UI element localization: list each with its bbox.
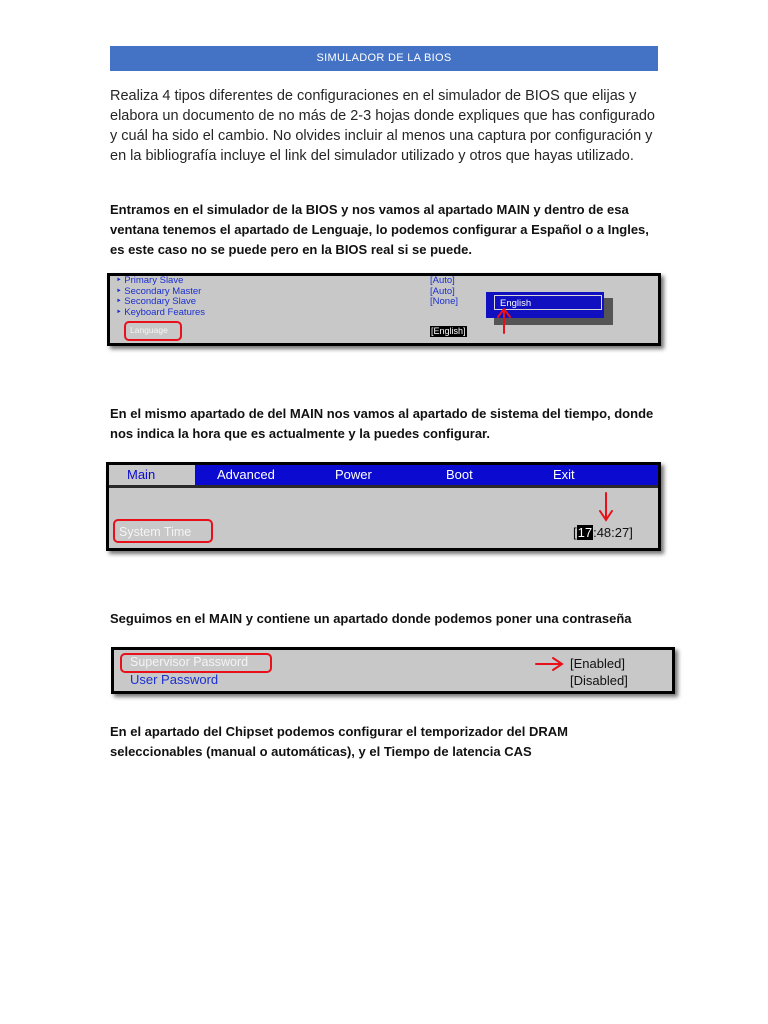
bios-item: ‣ Primary Slave (116, 275, 184, 286)
document-title: SIMULADOR DE LA BIOS (110, 46, 658, 71)
menu-tab-main[interactable]: Main (109, 465, 195, 485)
bios-value: [None] (430, 296, 458, 307)
menu-tab-advanced[interactable]: Advanced (217, 467, 275, 482)
arrow-up-icon (496, 306, 512, 334)
intro-paragraph: Realiza 4 tipos diferentes de configuraciones en el simulador de BIOS que elijas y elabora un documento de no más de 2-3 hojas donde expliques que has configurado y cuál ha sido el cambio. No olvides incluir al menos una captura por configuración y en la bibliografía incluye el link del simulador utilizado y otros que hayas utilizado. (110, 88, 655, 164)
triangle-right-icon: ‣ (116, 296, 125, 307)
supervisor-password-value[interactable]: [Enabled] (570, 656, 625, 671)
language-label: Language (130, 325, 168, 335)
paragraph-chipset: En el apartado del Chipset podemos configurar el temporizador del DRAM seleccionables (manual o automáticas), y el Tiempo de latencia CAS (110, 724, 568, 759)
menu-divider (109, 485, 658, 488)
time-hour-selected[interactable]: 17 (577, 525, 593, 540)
menu-tab-power[interactable]: Power (335, 467, 372, 482)
paragraph-system-time: En el mismo apartado de del MAIN nos vamos al apartado de sistema del tiempo, donde nos indica la hora que es actualmente y la puedes configurar. (110, 406, 654, 441)
bios-item-list (116, 276, 205, 318)
menu-tab-exit[interactable]: Exit (553, 467, 575, 482)
triangle-right-icon: ‣ (116, 306, 125, 318)
system-time-value[interactable]: [17:48:27] (573, 525, 633, 540)
user-password-value[interactable]: [Disabled] (570, 673, 628, 688)
bios-value: [Auto] (430, 285, 455, 297)
bios-item: ‣ Secondary Master (116, 285, 202, 297)
popup-option-english[interactable]: English (494, 295, 602, 310)
bios-item: ‣ Keyboard Features (116, 306, 206, 318)
system-time-label: System Time (119, 525, 192, 539)
bios-value: [Auto] (430, 275, 455, 286)
arrow-down-icon (598, 491, 614, 523)
user-password-label: User Password (130, 672, 219, 687)
bios-screenshot-password (111, 647, 675, 694)
menu-tab-boot[interactable]: Boot (446, 467, 473, 482)
bios-item: ‣ Secondary Slave (116, 296, 197, 307)
supervisor-password-label: Supervisor Password (130, 655, 249, 669)
bios-screenshot-language (107, 273, 661, 346)
bios-screenshot-system-time (106, 462, 661, 551)
arrow-right-icon (534, 656, 564, 672)
paragraph-language: Entramos en el simulador de la BIOS y nos vamos al apartado MAIN y dentro de esa ventana tenemos el apartado de Lenguaje, lo podemos configurar a Español o a Ingles, es este caso no se puede pero en la BIOS real si se puede. (110, 202, 649, 257)
triangle-right-icon: ‣ (116, 285, 125, 297)
language-value: [English] (431, 326, 466, 336)
triangle-right-icon: ‣ (116, 275, 125, 286)
paragraph-password: Seguimos en el MAIN y contiene un apartado donde podemos poner una contraseña (110, 611, 632, 626)
bios-value-list (430, 276, 458, 308)
